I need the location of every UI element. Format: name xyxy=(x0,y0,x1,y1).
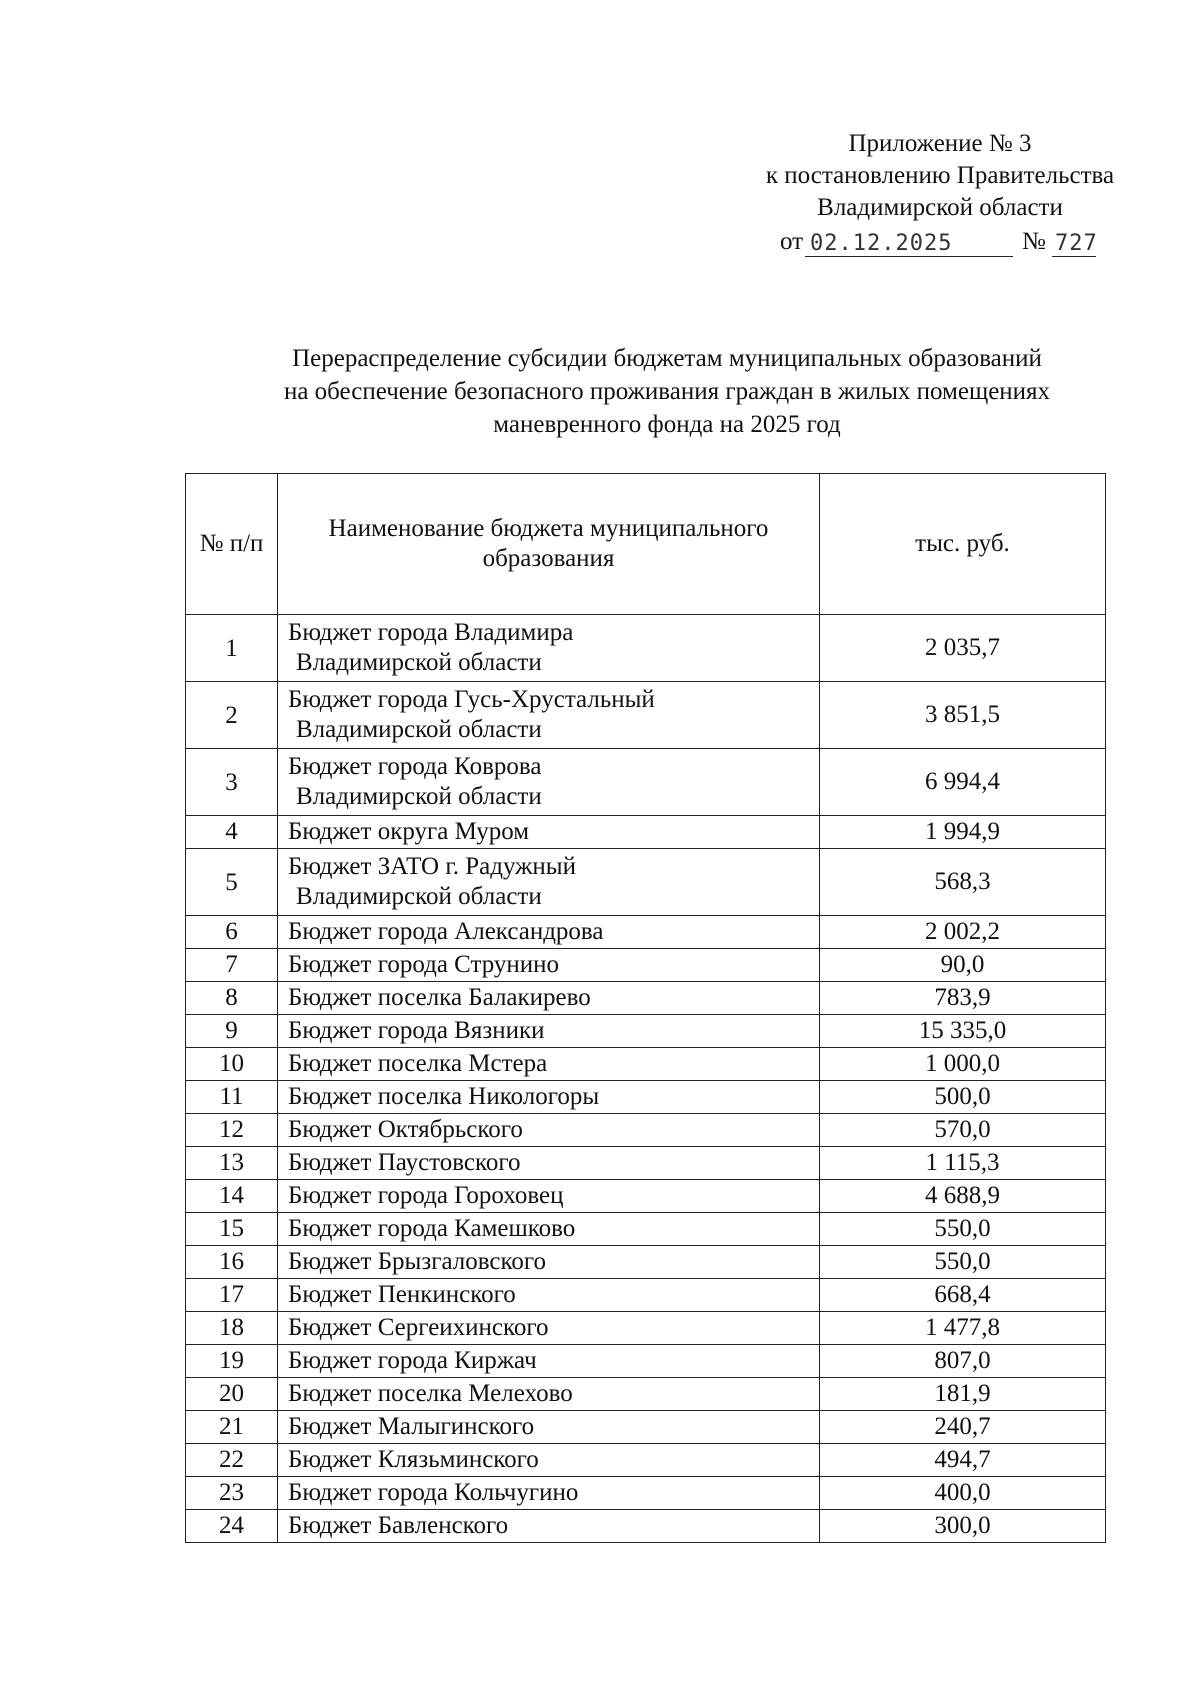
table-row xyxy=(186,1477,1106,1510)
row-budget-name xyxy=(278,1213,820,1246)
budget-name-line-2: Владимирской области xyxy=(296,883,542,910)
row-amount: 300,0 xyxy=(820,1510,1106,1543)
row-amount: 1 115,3 xyxy=(820,1147,1106,1180)
row-number: 12 xyxy=(186,1114,278,1147)
row-amount: 400,0 xyxy=(820,1477,1106,1510)
budget-name-line-2: Владимирской области xyxy=(296,716,542,743)
title-line-2: на обеспечение безопасного проживания граждан в жилых помещениях xyxy=(283,378,1051,405)
budget-name-line-1: Бюджет Бавленского xyxy=(288,1512,509,1539)
budget-name-line-1: Бюджет Малыгинского xyxy=(288,1413,535,1440)
row-amount: 4 688,9 xyxy=(820,1180,1106,1213)
row-amount: 568,3 xyxy=(820,849,1106,916)
budget-name-line-1: Бюджет поселка Никологоры xyxy=(288,1083,600,1110)
row-budget-name xyxy=(278,816,820,849)
row-budget-name xyxy=(278,982,820,1015)
row-amount: 3 851,5 xyxy=(820,682,1106,749)
row-budget-name xyxy=(278,1180,820,1213)
table-body xyxy=(186,615,1106,1543)
row-number: 15 xyxy=(186,1213,278,1246)
budget-name-line-1: Бюджет города Владимира xyxy=(288,619,574,646)
row-budget-name xyxy=(278,849,820,916)
budget-name-line-1: Бюджет города Камешково xyxy=(288,1215,576,1242)
table-row xyxy=(186,1444,1106,1477)
row-budget-name xyxy=(278,1246,820,1279)
row-number: 20 xyxy=(186,1378,278,1411)
budget-name-line-1: Бюджет города Струнино xyxy=(288,951,560,978)
row-number: 4 xyxy=(186,816,278,849)
budget-name-line-1: Бюджет поселка Балакирево xyxy=(288,984,591,1011)
table-row xyxy=(186,916,1106,949)
row-number: 10 xyxy=(186,1048,278,1081)
row-amount: 6 994,4 xyxy=(820,749,1106,816)
header-amount: тыс. руб. xyxy=(820,474,1106,615)
budget-name-line-1: Бюджет поселка Мелехово xyxy=(288,1380,573,1407)
row-budget-name xyxy=(278,1477,820,1510)
row-budget-name xyxy=(278,916,820,949)
table-row xyxy=(186,1180,1106,1213)
date-prefix: от xyxy=(780,228,804,255)
budget-name-line-1: Бюджет города Коврова xyxy=(288,753,542,780)
budget-name-line-1: Бюджет Пенкинского xyxy=(288,1281,516,1308)
row-amount: 181,9 xyxy=(820,1378,1106,1411)
table-row xyxy=(186,1510,1106,1543)
budget-name-line-1: Бюджет города Гусь-Хрустальный xyxy=(288,686,655,713)
table-row xyxy=(186,949,1106,982)
row-number: 22 xyxy=(186,1444,278,1477)
header-name: Наименование бюджета муниципального образования xyxy=(278,474,820,615)
row-budget-name xyxy=(278,1510,820,1543)
row-number: 23 xyxy=(186,1477,278,1510)
budget-name-line-1: Бюджет города Вязники xyxy=(288,1017,545,1044)
table-row xyxy=(186,749,1106,816)
budget-name-line-1: Бюджет ЗАТО г. Радужный xyxy=(288,853,576,880)
table-row xyxy=(186,682,1106,749)
row-amount: 550,0 xyxy=(820,1246,1106,1279)
header-num: № п/п xyxy=(186,474,278,615)
row-amount: 90,0 xyxy=(820,949,1106,982)
row-amount: 668,4 xyxy=(820,1279,1106,1312)
table-header-row xyxy=(186,474,1106,615)
subsidy-table xyxy=(185,473,1106,1543)
row-amount: 1 994,9 xyxy=(820,816,1106,849)
title-line-1: Перераспределение субсидии бюджетам муниципальных образований xyxy=(292,345,1042,372)
appendix-date-line xyxy=(730,224,1150,258)
budget-name-line-1: Бюджет поселка Мстера xyxy=(288,1050,548,1077)
decree-number: 727 xyxy=(1055,231,1098,256)
row-budget-name xyxy=(278,1345,820,1378)
row-number: 13 xyxy=(186,1147,278,1180)
row-number: 2 xyxy=(186,682,278,749)
budget-name-line-1: Бюджет города Кольчугино xyxy=(288,1479,579,1506)
table-row xyxy=(186,1246,1106,1279)
row-budget-name xyxy=(278,1048,820,1081)
row-number: 1 xyxy=(186,615,278,682)
row-budget-name xyxy=(278,1378,820,1411)
row-number: 8 xyxy=(186,982,278,1015)
row-budget-name xyxy=(278,949,820,982)
row-number: 19 xyxy=(186,1345,278,1378)
table-row xyxy=(186,816,1106,849)
row-amount: 1 477,8 xyxy=(820,1312,1106,1345)
document-title xyxy=(0,342,1200,441)
budget-name-line-2: Владимирской области xyxy=(296,783,542,810)
table-row xyxy=(186,615,1106,682)
row-amount: 1 000,0 xyxy=(820,1048,1106,1081)
budget-name-line-1: Бюджет Сергеихинского xyxy=(288,1314,549,1341)
table-row xyxy=(186,1213,1106,1246)
table-row xyxy=(186,1411,1106,1444)
row-number: 17 xyxy=(186,1279,278,1312)
row-budget-name xyxy=(278,1411,820,1444)
row-amount: 500,0 xyxy=(820,1081,1106,1114)
budget-name-line-1: Бюджет Октябрьского xyxy=(288,1116,523,1143)
row-number: 24 xyxy=(186,1510,278,1543)
table-row xyxy=(186,1147,1106,1180)
row-amount: 494,7 xyxy=(820,1444,1106,1477)
table-row xyxy=(186,1378,1106,1411)
row-number: 5 xyxy=(186,849,278,916)
row-number: 18 xyxy=(186,1312,278,1345)
row-budget-name xyxy=(278,1312,820,1345)
row-budget-name xyxy=(278,1015,820,1048)
row-budget-name xyxy=(278,1444,820,1477)
row-number: 11 xyxy=(186,1081,278,1114)
budget-name-line-1: Бюджет Паустовского xyxy=(288,1149,521,1176)
budget-name-line-1: Бюджет Брызгаловского xyxy=(288,1248,547,1275)
row-number: 16 xyxy=(186,1246,278,1279)
row-amount: 550,0 xyxy=(820,1213,1106,1246)
row-amount: 15 335,0 xyxy=(820,1015,1106,1048)
row-budget-name xyxy=(278,1081,820,1114)
appendix-title: Приложение № 3 xyxy=(848,130,1032,157)
budget-name-line-2: Владимирской области xyxy=(296,649,542,676)
row-budget-name xyxy=(278,615,820,682)
table-row xyxy=(186,1114,1106,1147)
row-budget-name xyxy=(278,1114,820,1147)
table-row xyxy=(186,1312,1106,1345)
table-row xyxy=(186,1345,1106,1378)
row-budget-name xyxy=(278,682,820,749)
table-row xyxy=(186,1081,1106,1114)
decree-date: 02.12.2025 xyxy=(810,231,953,256)
table-row xyxy=(186,1279,1106,1312)
appendix-decree: к постановлению Правительства xyxy=(765,162,1115,189)
row-budget-name xyxy=(278,749,820,816)
row-number: 14 xyxy=(186,1180,278,1213)
row-amount: 2 035,7 xyxy=(820,615,1106,682)
budget-name-line-1: Бюджет города Александрова xyxy=(288,918,604,945)
budget-name-line-1: Бюджет города Киржач xyxy=(288,1347,537,1374)
row-number: 7 xyxy=(186,949,278,982)
row-amount: 240,7 xyxy=(820,1411,1106,1444)
budget-name-line-1: Бюджет города Гороховец xyxy=(288,1182,564,1209)
row-number: 6 xyxy=(186,916,278,949)
row-budget-name xyxy=(278,1147,820,1180)
appendix-header xyxy=(730,128,1150,258)
row-budget-name xyxy=(278,1279,820,1312)
row-amount: 783,9 xyxy=(820,982,1106,1015)
row-number: 9 xyxy=(186,1015,278,1048)
table-row xyxy=(186,849,1106,916)
title-line-3: маневренного фонда на 2025 год xyxy=(493,411,841,438)
row-amount: 807,0 xyxy=(820,1345,1106,1378)
table-row xyxy=(186,1015,1106,1048)
number-prefix: № xyxy=(1022,228,1046,255)
table-row xyxy=(186,982,1106,1015)
row-number: 21 xyxy=(186,1411,278,1444)
row-number: 3 xyxy=(186,749,278,816)
budget-name-line-1: Бюджет округа Муром xyxy=(288,818,530,845)
row-amount: 570,0 xyxy=(820,1114,1106,1147)
appendix-region: Владимирской области xyxy=(817,194,1063,221)
table-row xyxy=(186,1048,1106,1081)
budget-name-line-1: Бюджет Клязьминского xyxy=(288,1446,539,1473)
row-amount: 2 002,2 xyxy=(820,916,1106,949)
